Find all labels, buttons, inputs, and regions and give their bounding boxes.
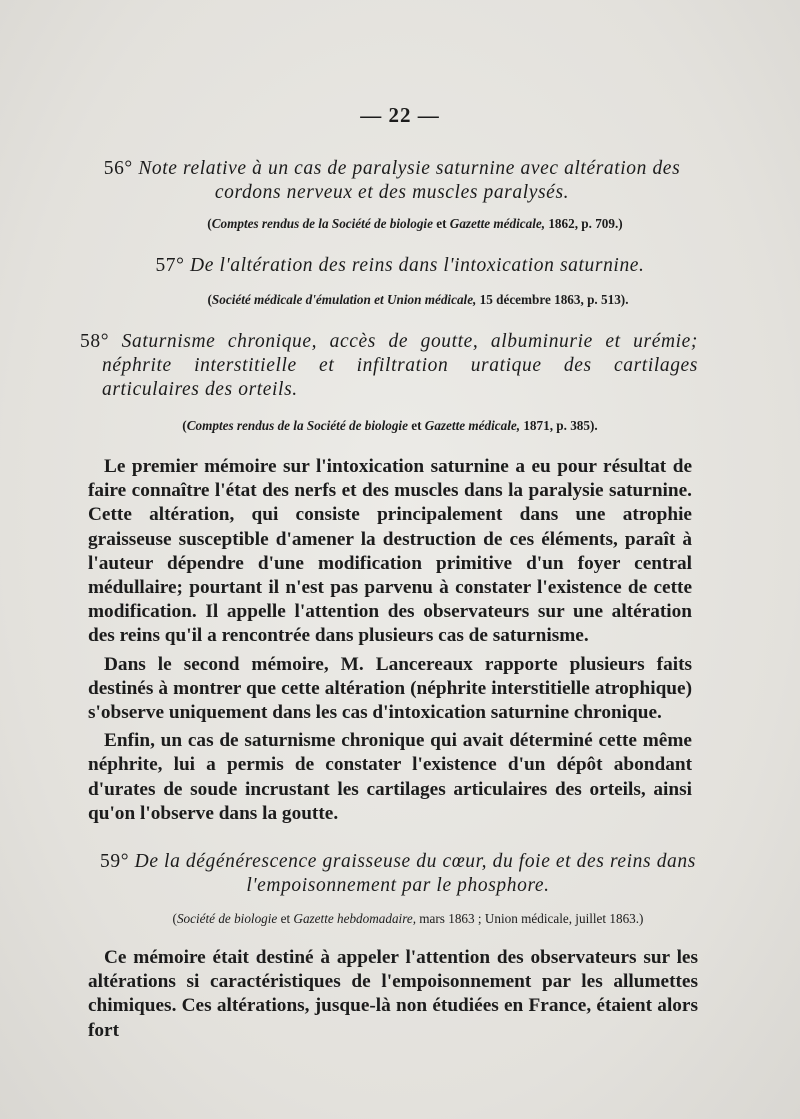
source-journal: Comptes rendus de la Société de biologie — [186, 418, 408, 433]
entry-58-number: 58° — [80, 331, 110, 352]
paragraph: Dans le second mémoire, M. Lancereaux rapporte plusieurs faits destinés à montrer que cette altération (néphrite interstitielle atrophique) s'observe uniquement dans les cas d'intoxication saturnine chronique. — [88, 653, 692, 724]
source-journal: Gazette médicale, — [424, 418, 521, 433]
entry-56-source: (Comptes rendus de la Société de biologie et Gazette médicale, 1862, p. 709.) — [207, 216, 623, 231]
entry-57-title-text: De l'altération des reins dans l'intoxication saturnine. — [190, 255, 645, 276]
page-number: — 22 — — [360, 103, 440, 127]
entry-58-source: (Comptes rendus de la Société de biologie et Gazette médicale, 1871, p. 385). — [182, 418, 598, 433]
source-journal: Gazette médicale, — [449, 216, 546, 231]
entry-59-source: (Société de biologie et Gazette hebdomadaire, mars 1863 ; Union médicale, juillet 1863.) — [172, 911, 644, 926]
entry-56-title — [92, 157, 692, 205]
entry-57-source: (Société médicale d'émulation et Union médicale, 15 décembre 1863, p. 513). — [207, 292, 629, 307]
paragraph: Enfin, un cas de saturnisme chronique qui avait déterminé cette même néphrite, lui a permis de constater l'existence d'un dépôt abondant d'urates de soude incrustant les cartilages articulaires des orteils, ainsi qu'on l'observe dans la goutte. — [88, 730, 692, 824]
entry-59-title-text: De la dégénérescence graisseuse du cœur, du foie et des reins dans l'empoisonnement par le phosphore. — [134, 851, 696, 896]
source-journal: Gazette hebdomadaire, — [293, 911, 416, 926]
entry-58-title-text: Saturnisme chronique, accès de goutte, albuminurie et urémie; néphrite interstitielle et infiltration uratique des cartilages articulaires des orteils. — [102, 331, 699, 400]
entry-59-body — [88, 946, 698, 1043]
source-journal: Société de biologie — [176, 911, 278, 926]
entry-59-number: 59° — [100, 851, 130, 872]
entry-57-title — [110, 254, 690, 278]
source-journal: Société médicale d'émulation et Union médicale, — [211, 292, 477, 307]
entry-58-title — [80, 330, 698, 402]
paragraph: Le premier mémoire sur l'intoxication saturnine a eu pour résultat de faire connaître l'état des nerfs et des muscles dans la paralysie saturnine. Cette altération, qui consiste principalement dans une atrophie graisseuse susceptible d'amener la destruction de ces éléments, paraît à l'auteur dépendre d'une modification primitive d'un foyer central médullaire; pourtant il n'est pas parvenu à constater l'existence de cette modification. Il appelle l'attention des observateurs sur une altération des reins qu'il a rencontrée dans plusieurs cas de saturnisme. — [88, 456, 692, 647]
entry-57-number: 57° — [155, 255, 185, 276]
entry-56-number: 56° — [103, 158, 133, 179]
paragraph: Ce mémoire était destiné à appeler l'attention des observateurs sur les altérations si caractéristiques de l'empoisonnement par les allumettes chimiques. Ces altérations, jusque-là non étudiées en France, étaient alors fort — [88, 947, 698, 1041]
source-journal: Comptes rendus de la Société de biologie — [211, 216, 433, 231]
entry-56-title-text: Note relative à un cas de paralysie saturnine avec altération des cordons nerveux et des muscles paralysés. — [138, 158, 681, 203]
entry-58-body — [88, 455, 692, 826]
entry-59-title — [98, 850, 698, 898]
